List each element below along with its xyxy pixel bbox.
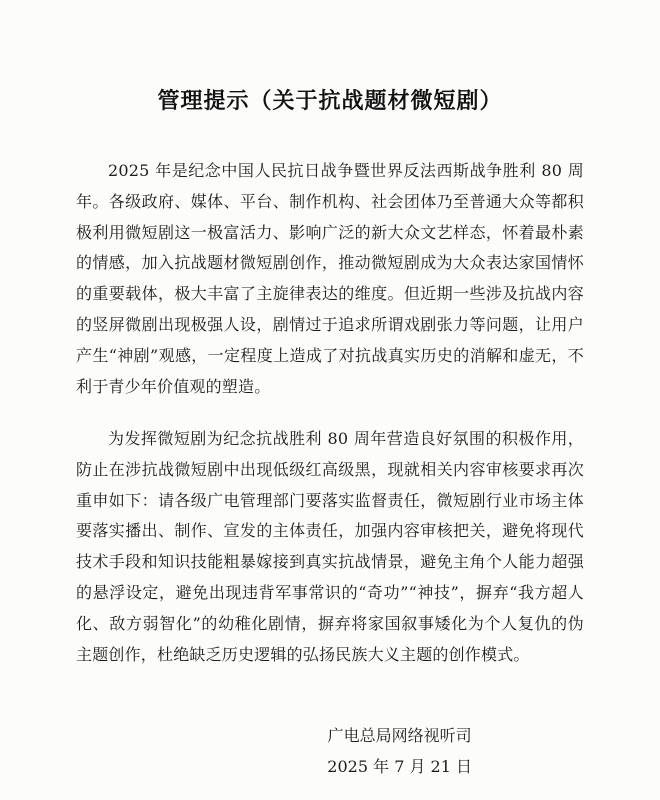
paragraph-2: 为发挥微短剧为纪念抗战胜利 80 周年营造良好氛围的积极作用，防止在涉抗战微短剧中出现低级红高级黑，现就相关内容审核要求再次重申如下：请各级广电管理部门要落实监督责任，微短剧行业市场主体要落实播出、制作、宣发的主体责任，加强内容审核把关，避免将现代技术手段和知识技能粗暴嫁接到真实抗战情景，避免主角个人能力超强的悬浮设定，避免出现违背军事常识的“奇功”“神技”，摒弃“我方超人化、敌方弱智化”的幼稚化剧情，摒弃将家国叙事矮化为个人复仇的伪主题创作，杜绝缺乏历史逻辑的弘扬民族大义主题的创作模式。 — [76, 429, 584, 664]
paragraph-1: 2025 年是纪念中国人民抗日战争暨世界反法西斯战争胜利 80 周年。各级政府、媒体、平台、制作机构、社会团体乃至普通大众等都积极利用微短剧这一极富活力、影响广泛的新大众文艺样态，怀着最朴素的情感，加入抗战题材微短剧创作，推动微短剧成为大众表达家国情怀的重要载体，极大丰富了主旋律表达的维度。但近期一些涉及抗战内容的竖屏微剧出现极强人设，剧情过于追求所谓戏剧张力等问题，让用户产生“神剧”观感，一定程度上造成了对抗战真实历史的消解和虚无，不利于青少年价值观的塑造。 — [76, 161, 584, 396]
document-title: 管理提示（关于抗战题材微短剧） — [157, 88, 503, 114]
signature-block — [327, 720, 472, 782]
issue-date: 2025 年 7 月 21 日 — [327, 757, 472, 776]
issuer-name: 广电总局网络视听司 — [327, 726, 472, 745]
